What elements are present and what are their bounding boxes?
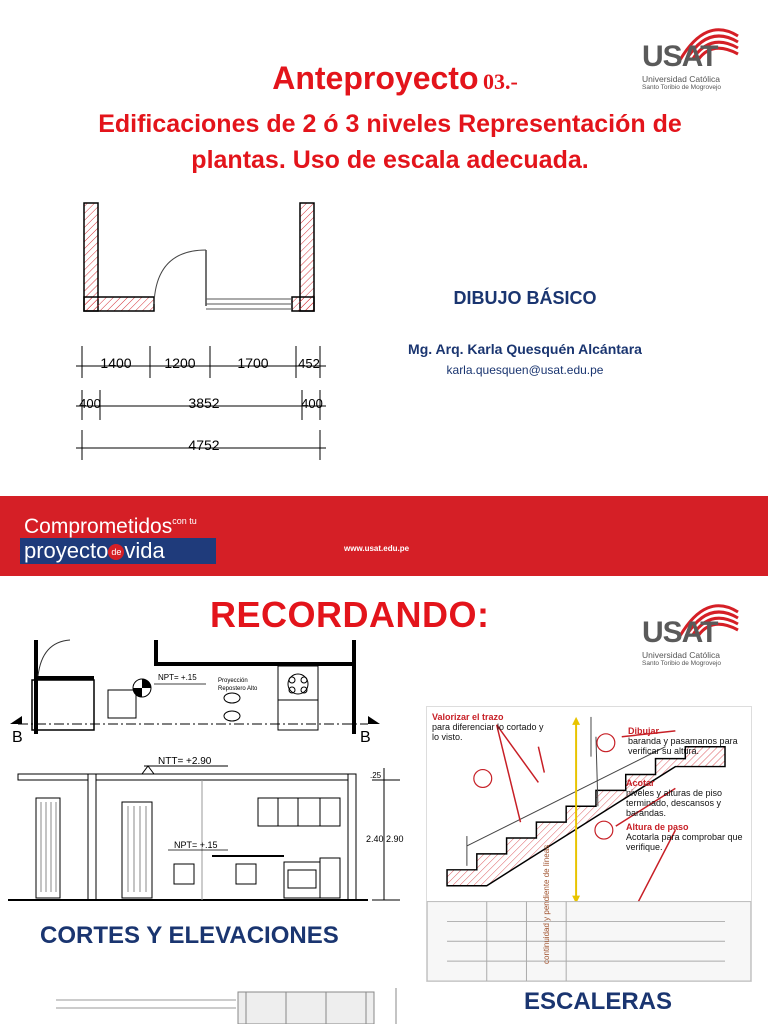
dim-4752: 4752 <box>188 437 220 453</box>
logo-university: Universidad Católica <box>642 74 720 84</box>
slide-2-title: RECORDANDO: <box>210 594 490 635</box>
ntt-label: NTT= +2.90 <box>158 756 212 767</box>
subtitle-line-1: Edificaciones de 2 ó 3 niveles Representación de <box>98 110 682 138</box>
dim-400-right: 400 <box>301 396 323 411</box>
dim-400-left: 400 <box>79 396 101 411</box>
slogan-bottom-a: proyecto <box>24 538 109 563</box>
stairs-note-4 <box>626 822 750 852</box>
slogan-de-badge: de <box>108 544 124 560</box>
slide-2 <box>0 576 768 1024</box>
course-info <box>370 288 680 377</box>
note-4-text: Acotarla para comprobar que verifique. <box>626 832 743 852</box>
dim-1700: 1700 <box>237 355 269 371</box>
footer-url[interactable]: www.usat.edu.pe <box>344 544 410 553</box>
slogan-top-text: Comprometidos <box>24 515 173 538</box>
dim-3852: 3852 <box>188 395 220 411</box>
npt-section-label: NPT= +.15 <box>174 840 218 850</box>
stairs-note-1 <box>432 712 552 742</box>
usat-logo-2 <box>640 598 740 668</box>
logo-university-sub: Santo Toribio de Mogrovejo <box>642 660 722 667</box>
title-main: Anteproyecto <box>272 60 479 96</box>
course-name: DIBUJO BÁSICO <box>453 288 597 308</box>
slogan-bottom-b: vida <box>124 538 165 563</box>
repostero-label: Repostero Alto <box>218 686 258 692</box>
slogan-bottom <box>20 538 216 564</box>
logo-brand: USAT <box>642 616 718 649</box>
author-email: karla.quesquen@usat.edu.pe <box>446 363 604 377</box>
floor-plan-drawing <box>64 198 344 468</box>
note-3-text: niveles y alturas de piso terminado, descansos y barandas. <box>626 788 723 818</box>
proyeccion-label: Proyección <box>218 678 248 684</box>
note-1-title: Valorizar el trazo <box>432 712 504 722</box>
section-drawing <box>8 752 404 912</box>
facade-drawing <box>56 980 406 1024</box>
title-number: 03.- <box>482 69 518 94</box>
note-4-title: Altura de paso <box>626 822 689 832</box>
slide-1-subtitle <box>40 106 740 178</box>
dim-1200: 1200 <box>164 355 196 371</box>
section-b-right: B <box>360 729 371 746</box>
footer-band <box>0 496 768 576</box>
slogan-top <box>20 514 216 540</box>
note-2-text: baranda y pasamanos para verificar su altura. <box>628 736 738 756</box>
note-1-text: para diferenciar lo cortado y lo visto. <box>432 722 544 742</box>
slide-1-title <box>60 60 730 97</box>
subtitle-line-2: plantas. Uso de escala adecuada. <box>191 146 589 174</box>
dim-452: 452 <box>298 356 320 371</box>
dim-290-label: 2.90 <box>386 834 404 844</box>
kitchen-plan-drawing <box>8 636 380 746</box>
author-name: Mg. Arq. Karla Quesquén Alcántara <box>408 341 642 357</box>
npt-plan-label: NPT= +.15 <box>158 673 197 682</box>
dim-240-label: 2.40 <box>366 834 384 844</box>
stairs-note-3 <box>626 778 746 818</box>
stairs-note-2 <box>628 726 748 756</box>
dim-025-label: .25 <box>370 771 382 780</box>
section-b-left: B <box>12 729 23 746</box>
note-3-title: Acotar <box>626 778 655 788</box>
slogan-badge <box>20 514 216 564</box>
note-2-title: Dibujar <box>628 726 660 736</box>
logo-brand: USAT <box>642 40 718 73</box>
logo-university-sub: Santo Toribio de Mogrovejo <box>642 84 722 91</box>
slogan-top-small: con tu <box>172 516 197 526</box>
dim-1400: 1400 <box>100 355 132 371</box>
label-cortes-elevaciones: CORTES Y ELEVACIONES <box>40 922 339 949</box>
logo-university: Universidad Católica <box>642 650 720 660</box>
stairs-vertical-note: continuidad y pendiente de líneas <box>542 844 551 964</box>
label-escaleras: ESCALERAS <box>524 988 673 1015</box>
